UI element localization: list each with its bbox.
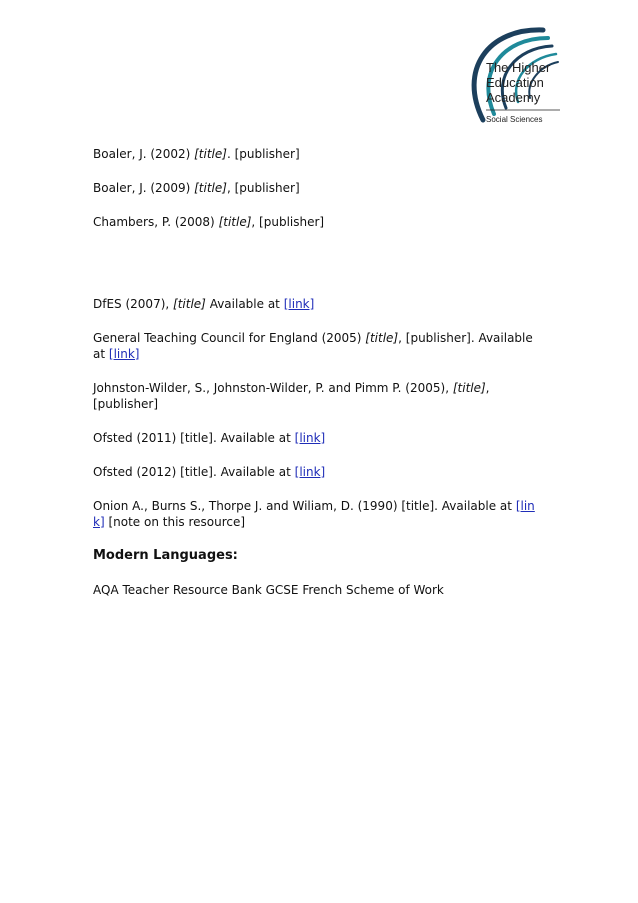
logo-line-2: Education [486,75,544,90]
hea-logo [448,10,608,142]
hea-logo-icon [448,10,608,142]
reference-boaler-2009: Boaler, J. (2009) [title], [publisher] [93,181,300,195]
logo-line-3: Academy [486,90,541,105]
reference-list [93,146,545,616]
reference-ofsted-2012: Ofsted (2012) [title]. Available at [link] [93,465,326,479]
gtc-link[interactable]: [link] [108,347,140,361]
reference-gtc-2005: General Teaching Council for England (2005) [title], [publisher]. Available at [link] [93,331,533,361]
dfes-link[interactable]: [link] [283,297,315,311]
reference-onion-1990: Onion A., Burns S., Thorpe J. and Wiliam, D. (1990) [title]. Available at [link] [note on this resource] [93,499,535,529]
reference-johnston-wilder-2005: Johnston-Wilder, S., Johnston-Wilder, P. and Pimm P. (2005), [title], [publisher] [93,381,490,411]
ofsted-2011-link[interactable]: [link] [294,431,326,445]
reference-ofsted-2011: Ofsted (2011) [title]. Available at [link] [93,431,326,445]
onion-note: [note on this resource] [108,515,246,529]
reference-dfes-2007: DfES (2007), [title] Available at [link] [93,297,315,311]
reference-chambers-2008: Chambers, P. (2008) [title], [publisher] [93,215,325,229]
ofsted-2012-link[interactable]: [link] [294,465,326,479]
reference-aqa: AQA Teacher Resource Bank GCSE French Scheme of Work [93,583,444,597]
onion-link[interactable]: [link] [93,499,535,529]
logo-line-1: The Higher [486,60,551,75]
reference-boaler-2002: Boaler, J. (2002) [title]. [publisher] [93,147,300,161]
logo-subtitle: Social Sciences [486,115,543,124]
blank-space [93,248,545,296]
section-heading-modern-languages: Modern Languages: [93,548,238,563]
